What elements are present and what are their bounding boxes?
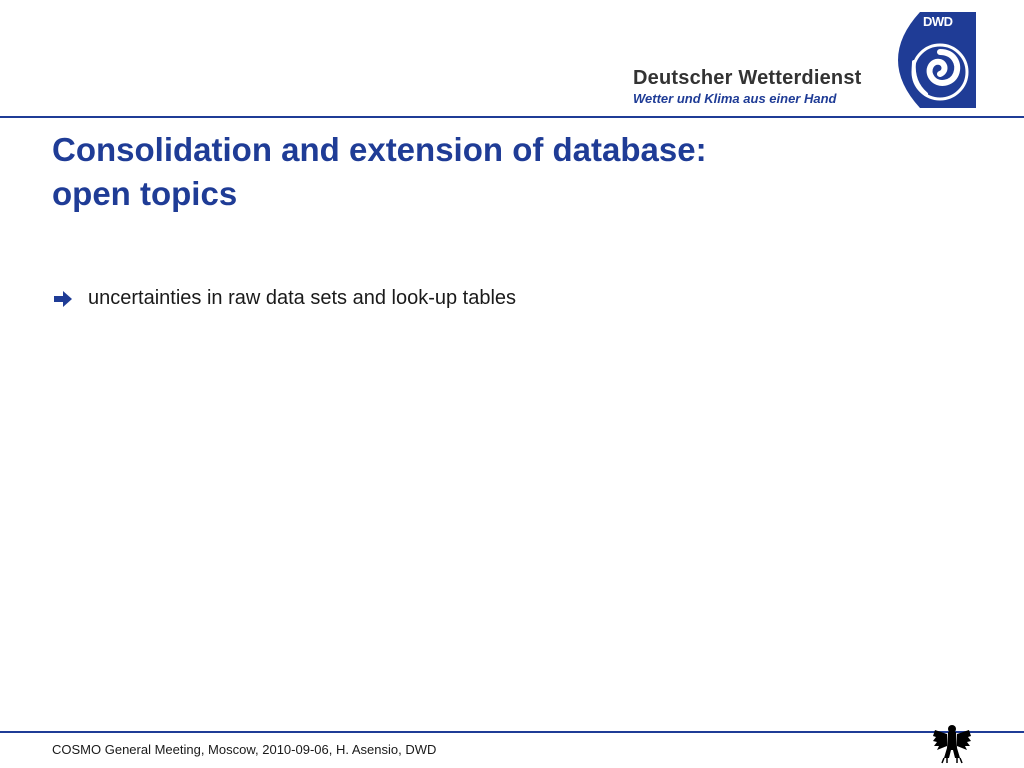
- federal-eagle-icon: [932, 722, 972, 764]
- footer-divider: [0, 731, 1024, 733]
- arrow-right-icon: [52, 288, 74, 310]
- header-divider: [0, 116, 1024, 118]
- footer-text: COSMO General Meeting, Moscow, 2010-09-06, H. Asensio, DWD: [52, 742, 437, 757]
- bullet-item: [52, 287, 516, 310]
- slide-title-line-2: open topics: [52, 175, 238, 212]
- brand-name: Deutscher Wetterdienst: [633, 67, 862, 89]
- logo-abbreviation: DWD: [923, 14, 953, 29]
- slide-title: [52, 128, 952, 216]
- slide-title-line-1: Consolidation and extension of database:: [52, 131, 707, 168]
- brand-tagline: Wetter und Klima aus einer Hand: [633, 91, 837, 106]
- bullet-text: uncertainties in raw data sets and look-up tables: [88, 287, 517, 309]
